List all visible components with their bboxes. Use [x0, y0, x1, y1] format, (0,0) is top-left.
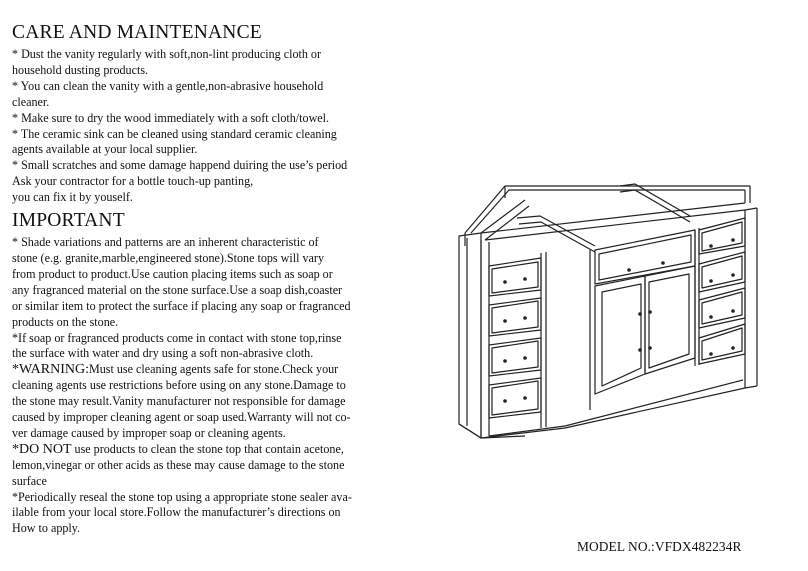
care-line: * You can clean the vanity with a gentle,non-abrasive household [12, 78, 324, 93]
text-column [12, 22, 397, 537]
reseal-line: *Periodically reseal the stone top using a appropriate stone sealer ava- [12, 489, 352, 504]
care-line: agents available at your local supplier. [12, 142, 198, 157]
warning-line: ver damage caused by improper soap or cleaning agents. [12, 425, 286, 440]
care-line: cleaner. [12, 94, 50, 109]
donot-line: surface [12, 473, 47, 488]
important-heading: IMPORTANT [12, 210, 125, 232]
rinse-line: *If soap or fragranced products come in contact with stone top,rinse [12, 330, 342, 345]
shade-line: or similar item to protect the surface if placing any soap or fragranced [12, 298, 351, 313]
care-line: * Dust the vanity regularly with soft,non-lint producing cloth or [12, 47, 322, 61]
care-heading: CARE AND MAINTENANCE [12, 22, 262, 43]
care-line: * Make sure to dry the wood immediately with a soft cloth/towel. [12, 110, 330, 125]
reseal-line: How to apply. [12, 521, 81, 536]
care-line: * The ceramic sink can be cleaned using standard ceramic cleaning [12, 126, 337, 141]
donot-text: use products to clean the stone top that contain acetone, [71, 441, 344, 456]
reseal-line: ilable from your local store.Follow the manufacturer’s directions on [12, 505, 341, 520]
shade-line: from product to product.Use caution placing items such as soap or [12, 266, 333, 281]
shade-line: products on the stone. [12, 314, 119, 329]
warning-line [12, 362, 397, 378]
warning-line: cleaning agents use restrictions before using on any stone.Damage to [12, 378, 346, 393]
warning-label: *WARNING: [12, 362, 89, 378]
donot-label: *DO NOT [12, 441, 72, 457]
shade-line: * Shade variations and patterns are an inherent characteristic of [12, 235, 319, 250]
vanity-cabinet-line-drawing-icon [445, 178, 775, 453]
care-line: you can fix it by youself. [12, 190, 133, 205]
warning-line: caused by improper cleaning agent or soap used.Warranty will not co- [12, 410, 351, 425]
warning-line: the stone may result.Vanity manufacturer not responsible for damage [12, 394, 346, 409]
donot-line: lemon,vinegar or other acids as these may cause damage to the stone [12, 457, 345, 472]
care-line: Ask your contractor for a bottle touch-up panting, [12, 174, 254, 189]
shade-line: any fragranced material on the stone surface.Use a soap dish,coaster [12, 282, 343, 297]
rinse-line: the surface with water and dry using a soft non-abrasive cloth. [12, 346, 314, 361]
model-number: MODEL NO.:VFDX482234R [577, 539, 742, 554]
warning-text: Must use cleaning agents safe for stone.Check your [89, 362, 339, 377]
donot-line [12, 442, 397, 458]
care-line: household dusting products. [12, 62, 149, 77]
shade-line: stone (e.g. granite,marble,engineered stone).Stone tops will vary [12, 250, 324, 265]
care-line: * Small scratches and some damage happend duiring the use’s period [12, 158, 348, 173]
